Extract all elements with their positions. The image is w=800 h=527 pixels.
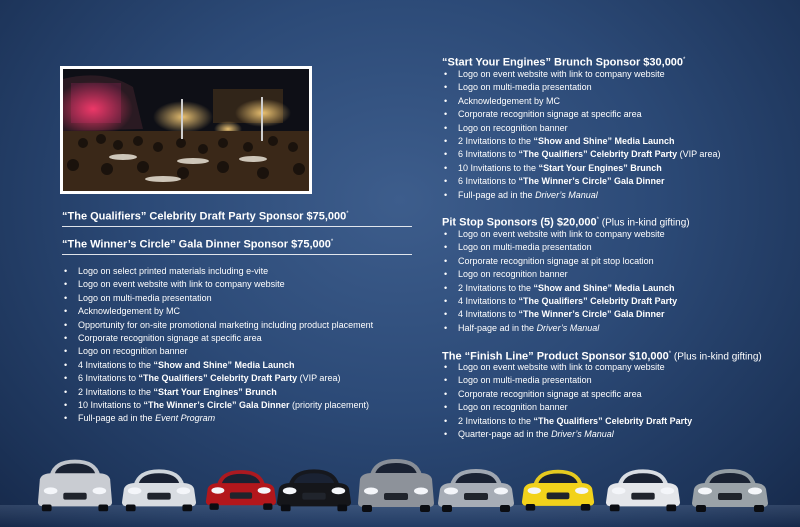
brunch-benefits-list (442, 68, 720, 202)
list-item: • Logo on recognition banner (442, 401, 692, 414)
list-item: • 4 Invitations to “The Winner’s Circle” Gala Dinner (442, 308, 677, 321)
aston-martin-car (690, 455, 770, 513)
list-item: • Corporate recognition signage at pit stop location (442, 255, 677, 268)
list-item: • 2 Invitations to the “Start Your Engines” Brunch (62, 386, 373, 399)
list-item: • Logo on multi-media presentation (442, 241, 677, 254)
qualifiers-sponsor-heading (62, 208, 349, 224)
list-item: • Logo on event website with link to company website (62, 278, 373, 291)
list-item: • Corporate recognition signage at specific area (442, 388, 692, 401)
list-item: • Logo on event website with link to company website (442, 228, 677, 241)
divider (62, 226, 412, 227)
footnote-mark: * (596, 217, 599, 223)
ferrari-car (204, 455, 278, 513)
list-item: • Logo on multi-media presentation (442, 81, 720, 94)
list-item: • Logo on recognition banner (442, 268, 677, 281)
list-item: • 6 Invitations to “The Qualifiers” Celebrity Draft Party (VIP area) (442, 148, 720, 161)
list-item: • Full-page ad in the Driver’s Manual (442, 189, 720, 202)
bentley-car (275, 455, 353, 513)
heading-text: “The Qualifiers” Celebrity Draft Party Sponsor $75,000 (62, 210, 347, 223)
list-item: • 10 Invitations to the “Start Your Engines” Brunch (442, 162, 720, 175)
finish-line-benefits-list (442, 361, 692, 441)
heading-text: Pit Stop Sponsors (5) $20,000 (442, 216, 597, 229)
list-item: • Corporate recognition signage at specific area (442, 108, 720, 121)
event-photo (60, 66, 312, 194)
list-item: • Logo on event website with link to company website (442, 361, 692, 374)
mercedes-s-car (436, 455, 516, 513)
list-item: • 6 Invitations to “The Qualifiers” Celebrity Draft Party (VIP area) (62, 372, 373, 385)
list-item: • Corporate recognition signage at specific area (62, 332, 373, 345)
heading-note: (Plus in-kind gifting) (671, 351, 762, 363)
list-item: • 4 Invitations to “The Qualifiers” Celebrity Draft Party (442, 295, 677, 308)
heading-text: The “Finish Line” Product Sponsor $10,000 (442, 350, 669, 363)
list-item: • 10 Invitations to “The Winner’s Circle” Gala Dinner (priority placement) (62, 399, 373, 412)
list-item: • Logo on recognition banner (62, 345, 373, 358)
list-item: • Logo on select printed materials including e-vite (62, 265, 373, 278)
footnote-mark: * (346, 211, 349, 217)
car-lineup (0, 448, 800, 527)
list-item: • Quarter-page ad in the Driver’s Manual (442, 428, 692, 441)
list-item: • Opportunity for on-site promotional marketing including product placement (62, 319, 373, 332)
list-item: • Acknowledgement by MC (62, 305, 373, 318)
heading-text: “The Winner’s Circle” Gala Dinner Sponsor $75,000 (62, 238, 331, 251)
heading-text: “Start Your Engines” Brunch Sponsor $30,000 (442, 56, 684, 69)
footnote-mark: * (683, 57, 686, 63)
heading-note: (Plus in-kind gifting) (599, 217, 690, 229)
divider (62, 254, 412, 255)
list-item: • 2 Invitations to the “The Qualifiers” Celebrity Draft Party (442, 415, 692, 428)
list-item: • Logo on event website with link to company website (442, 68, 720, 81)
list-item: • Logo on multi-media presentation (442, 374, 692, 387)
jaguar-xk-car (120, 455, 198, 513)
party-scene-image (63, 69, 309, 191)
footnote-mark: * (668, 351, 672, 357)
list-item: • Full-page ad in the Event Program (62, 412, 373, 425)
list-item: • Half-page ad in the Driver’s Manual (442, 322, 677, 335)
list-item: • Logo on recognition banner (442, 122, 720, 135)
list-item: • Logo on multi-media presentation (62, 292, 373, 305)
rolls-royce-car (36, 455, 114, 513)
list-item: • 2 Invitations to the “Show and Shine” Media Launch (442, 282, 677, 295)
winners-circle-sponsor-heading (62, 236, 333, 252)
list-item: • 6 Invitations to “The Winner’s Circle” Gala Dinner (442, 175, 720, 188)
lamborghini-car (520, 455, 596, 513)
pit-stop-benefits-list (442, 228, 677, 335)
winners-circle-benefits-list (62, 265, 373, 426)
list-item: • 2 Invitations to the “Show and Shine” Media Launch (442, 135, 720, 148)
list-item: • 4 Invitations to the “Show and Shine” Media Launch (62, 359, 373, 372)
footnote-mark: * (330, 239, 334, 245)
list-item: • Acknowledgement by MC (442, 95, 720, 108)
porsche-car (604, 455, 682, 513)
bmw-x5-car (356, 455, 436, 513)
